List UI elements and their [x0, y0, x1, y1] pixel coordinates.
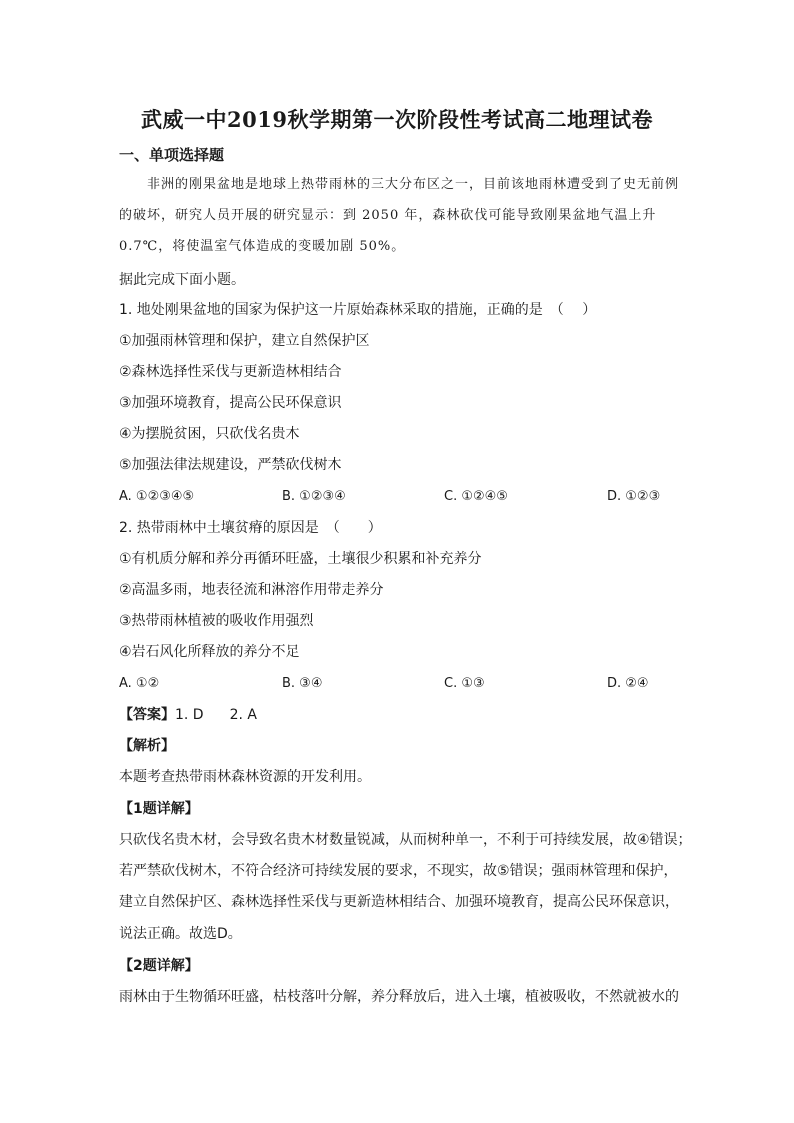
detail2-line-1: 雨林由于生物循环旺盛，枯枝落叶分解，养分释放后，进入土壤，植被吸收，不然就被水的: [119, 989, 679, 1005]
q1-option-c: C. ①②④⑤: [444, 489, 508, 504]
answer-1: 1. D: [175, 707, 204, 723]
passage-line-1: 非洲的刚果盆地是地球上热带雨林的三大分布区之一，目前该地雨林遭受到了史无前例: [147, 177, 680, 192]
q2-option-a: A. ①②: [119, 676, 160, 691]
analysis-label: 【解析】: [119, 738, 175, 754]
q1-item-2: ②森林选择性采伐与更新造林相结合: [119, 364, 342, 380]
q2-item-1: ①有机质分解和养分再循环旺盛，土壤很少积累和补充养分: [119, 551, 482, 567]
q1-stem: 1. 地处刚果盆地的国家为保护这一片原始森林采取的措施，正确的是 （ ）: [119, 302, 597, 318]
q1-item-5: ⑤加强法律法规建设，严禁砍伐树木: [119, 457, 342, 473]
q2-item-4: ④岩石风化所释放的养分不足: [119, 644, 300, 660]
q2-option-d: D. ②④: [607, 676, 649, 691]
q2-item-2: ②高温多雨，地表径流和淋溶作用带走养分: [119, 582, 384, 598]
detail2-label: 【2题详解】: [119, 958, 199, 974]
q1-option-d: D. ①②③: [607, 489, 661, 504]
detail1-line-1: 只砍伐名贵木材，会导致名贵木材数量锐减，从而树种单一，不利于可持续发展，故④错误；: [119, 832, 692, 848]
detail1-line-2: 若严禁砍伐树木，不符合经济可持续发展的要求，不现实，故⑤错误；强雨林管理和保护，: [119, 863, 678, 879]
section-heading: 一、单项选择题: [119, 146, 225, 164]
q1-item-1: ①加强雨林管理和保护，建立自然保护区: [119, 333, 370, 349]
detail1-line-4: 说法正确。故选D。: [119, 926, 242, 942]
q2-stem: 2. 热带雨林中土壤贫瘠的原因是 （ ）: [119, 520, 382, 536]
q2-option-b: B. ③④: [282, 676, 323, 691]
prompt-text: 据此完成下面小题。: [119, 272, 245, 288]
answer-row: [119, 706, 257, 724]
q1-item-3: ③加强环境教育，提高公民环保意识: [119, 395, 342, 411]
q1-option-a: A. ①②③④⑤: [119, 489, 195, 504]
answer-2: 2. A: [229, 707, 257, 723]
detail1-label: 【1题详解】: [119, 801, 199, 817]
q1-item-4: ④为摆脱贫困，只砍伐名贵木: [119, 426, 300, 442]
passage-line-3: 0.7℃，将使温室气体造成的变暖加剧 50%。: [119, 239, 406, 254]
q1-option-b: B. ①②③④: [282, 489, 346, 504]
detail1-line-3: 建立自然保护区、森林选择性采伐与更新造林相结合、加强环境教育，提高公民环保意识，: [119, 894, 679, 910]
analysis-intro: 本题考查热带雨林森林资源的开发利用。: [119, 769, 371, 785]
q2-option-c: C. ①③: [444, 676, 485, 691]
exam-title: 武威一中2019秋学期第一次阶段性考试高二地理试卷: [141, 107, 653, 132]
passage-line-2: 的破坏，研究人员开展的研究显示：到 2050 年，森林砍伐可能导致刚果盆地气温上升: [119, 208, 657, 223]
answer-label: 【答案】: [119, 707, 175, 723]
q2-item-3: ③热带雨林植被的吸收作用强烈: [119, 613, 314, 629]
